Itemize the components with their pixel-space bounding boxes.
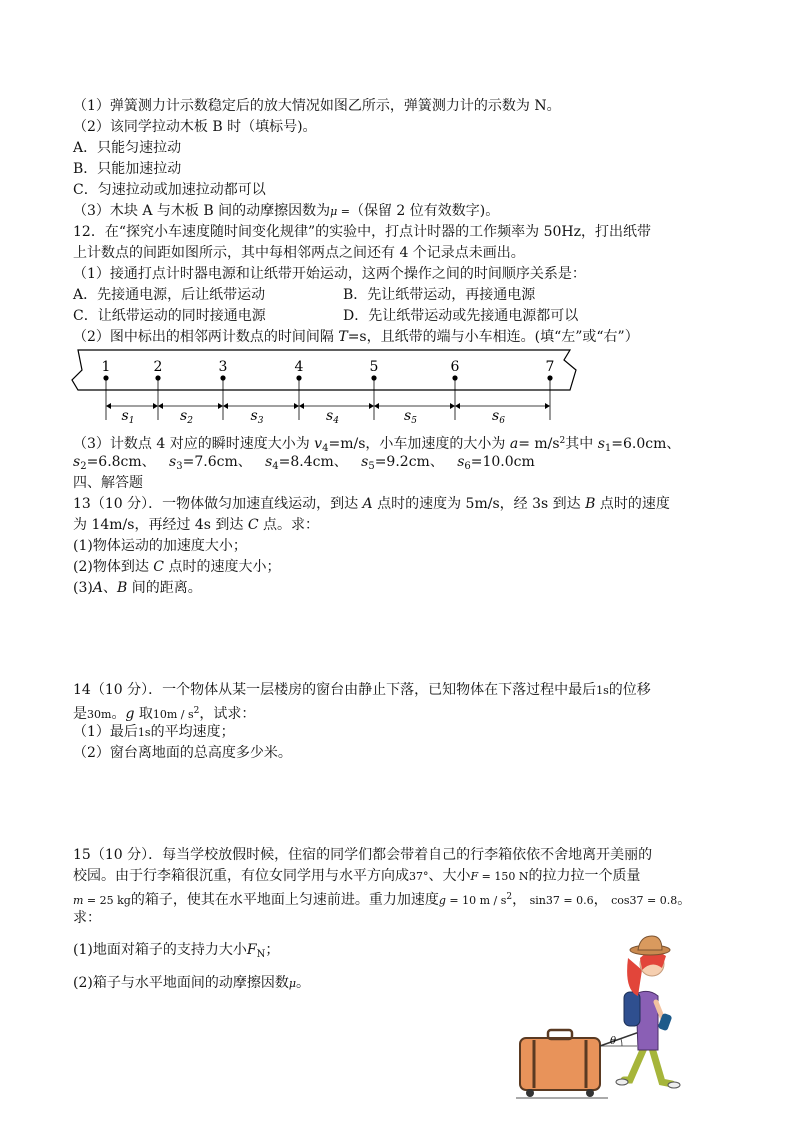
q11-part2: （2）该同学拉动木板 B 时（填标号)。	[73, 119, 317, 135]
interval-label-s4: $s_4$	[326, 408, 339, 426]
q15-g: g	[438, 894, 446, 907]
q12-part3-text: （3）计数点 4 对应的瞬时速度大小为	[73, 436, 315, 452]
q14-1s: 1s	[596, 684, 609, 697]
var-s2: s	[73, 454, 81, 470]
q13-text-e: 点。求：	[258, 517, 320, 533]
interval-arrow	[374, 403, 379, 409]
q15-text-d: 的箱子，使其在水平地面上匀速前进。重力加速度	[130, 892, 439, 908]
q15-p1-b: ；	[265, 942, 280, 958]
q12-part2-tail: =s，且纸带的端与小车相连。(填“左”或“右”）	[347, 329, 639, 345]
q15-p1-a: (1)地面对箱子的支持力大小	[73, 942, 247, 958]
var-s4-sub: 4	[272, 461, 279, 472]
q15-text-f: ，	[593, 892, 608, 908]
s2-value: =6.8cm、	[86, 454, 156, 470]
q11-part3-text: （3）木块 A 与木板 B 间的动摩擦因数为	[73, 203, 331, 219]
q13-p3-a: (3)	[73, 580, 93, 596]
interval-arrow	[545, 403, 550, 409]
q13-text-d: 为 14m/s，再经过 4s 到达	[73, 517, 248, 533]
q12-part3-unit: = m/s	[518, 436, 560, 452]
interval-arrow	[294, 403, 299, 409]
q13-part3	[73, 578, 202, 598]
tape-point-1	[103, 375, 108, 380]
q11-part3	[73, 201, 499, 222]
q14-text-f: ，试求：	[199, 706, 256, 722]
interval-label-s5: $s_5$	[404, 408, 417, 426]
var-v: v	[314, 436, 323, 452]
q14-text-e: 取	[134, 706, 153, 722]
paper-tape-figure	[70, 346, 580, 426]
q12-part2-text: （2）图中标出的相邻两计数点的时间间隔	[73, 329, 339, 345]
tape-point-5	[371, 375, 376, 380]
q13-p2-b: 点时的速度大小；	[164, 559, 281, 575]
q12-line1: 12．在“探究小车速度随时间变化规律”的实验中，打点计时器的工作频率为 50Hz，打出纸带	[73, 224, 651, 240]
q14-p1-a: （1）最后	[73, 724, 138, 740]
q11-option-a: A．只能匀速拉动	[73, 140, 182, 156]
q12-line2: 上计数点的间距如图所示，其中每相邻两点之间还有 4 个记录点未画出。	[73, 245, 525, 261]
var-s5-sub: 5	[368, 461, 375, 472]
interval-arrow	[223, 403, 228, 409]
q15-line1: 15（10 分）．每当学校放假时候，住宿的同学们都会带着自己的行李箱依依不舍地离开美丽的	[73, 847, 653, 863]
tape-points	[102, 359, 555, 381]
tape-point-6	[452, 375, 457, 380]
q15-line2	[73, 866, 640, 887]
q14-gsup: 2	[193, 706, 200, 716]
var-s5: s	[361, 454, 369, 470]
q14-text-c: 是	[73, 706, 87, 722]
q11-option-b: B．只能加速拉动	[73, 161, 182, 177]
q15-text-b: 、大小	[428, 868, 471, 884]
q14-p1-b: 的平均速度；	[150, 724, 235, 740]
s5-value: =9.2cm、	[374, 454, 444, 470]
angle-theta-label: θ	[610, 1036, 617, 1047]
var-s1: s	[597, 436, 605, 452]
q15-sin: sin37 = 0.6	[526, 894, 594, 907]
q14-text-a: 14（10 分）．一个物体从某一层楼房的窗台由静止下落，已知物体在下落过程中最后	[73, 682, 597, 698]
q11-part3-tail: （保留 2 位有效数字)。	[349, 203, 500, 219]
q15-part2	[73, 973, 310, 994]
q15-F: F	[470, 870, 479, 883]
q15-p2-a: (2)箱子与水平地面间的动摩擦因数	[73, 975, 289, 991]
q12-part3-sup: 2	[559, 436, 566, 446]
tape-point-2	[155, 375, 160, 380]
q15-mval: = 25 kg	[83, 894, 131, 907]
tape-point-label-2: 2	[153, 359, 163, 375]
q12-option-a: A．先接通电源，后让纸带运动	[73, 287, 266, 303]
interval-arrow	[158, 403, 163, 409]
tape-point-label-1: 1	[101, 359, 111, 375]
tape-intervals	[106, 380, 550, 426]
q14-part2: （2）窗台离地面的总高度多少米。	[73, 745, 292, 761]
q13-line1	[73, 494, 670, 514]
interval-arrow	[218, 403, 223, 409]
var-v-sub: 4	[322, 443, 329, 454]
var-s3: s	[169, 454, 177, 470]
var-s2-sub: 2	[80, 461, 87, 472]
var-s4: s	[265, 454, 273, 470]
q13-text-b: 点时的速度为 5m/s，经 3s 到达	[372, 496, 586, 512]
tape-point-3	[220, 375, 225, 380]
q15-FN: F	[246, 942, 257, 958]
q15-angle: 37°	[409, 870, 429, 883]
tape-point-label-4: 4	[294, 359, 304, 375]
s3-value: =7.6cm、	[182, 454, 252, 470]
interval-label-s2: $s_2$	[180, 408, 193, 426]
q13-p3-A: A	[92, 580, 103, 596]
q14-line1	[73, 680, 651, 701]
q15-text-g: 。	[677, 892, 692, 908]
q15-gsup: 2	[506, 892, 513, 902]
tape-point-7	[547, 375, 552, 380]
point-B: B	[585, 496, 596, 512]
interval-label-s6: $s_6$	[492, 408, 505, 426]
interval-arrow	[450, 403, 455, 409]
s6-value: =10.0cm	[470, 454, 535, 470]
q15-mu: μ	[288, 977, 296, 990]
interval-arrow	[369, 403, 374, 409]
q15-m: m	[73, 894, 84, 907]
q14-p1-s: 1s	[137, 726, 151, 739]
var-s6-sub: 6	[464, 461, 471, 472]
q15-text-c: 的拉力拉一个质量	[528, 868, 641, 884]
q12-part3-where: 其中	[565, 436, 598, 452]
var-s6: s	[457, 454, 465, 470]
tape-point-label-3: 3	[218, 359, 228, 375]
var-a: a	[509, 436, 519, 452]
q15-text-a: 校园。由于行李箱很沉重，有位女同学用与水平方向成	[73, 868, 409, 884]
q13-text-a: 13（10 分）．一物体做匀加速直线运动，到达	[73, 496, 363, 512]
point-A: A	[362, 496, 373, 512]
q12-option-b: B．先让纸带运动，再接通电源	[343, 287, 536, 303]
q15-line4: 求：	[73, 910, 101, 926]
interval-label-s3: $s_3$	[250, 408, 264, 426]
q12-part2	[73, 327, 639, 347]
q15-part1	[73, 940, 279, 965]
interval-label-s1: $s_1$	[121, 408, 135, 426]
q13-p3-sep: 、	[102, 580, 117, 596]
q14-gval: 10m / s	[152, 708, 194, 721]
var-T: T	[338, 329, 348, 345]
q13-text-c: 点时的速度	[595, 496, 670, 512]
s1-value: =6.0cm、	[611, 436, 681, 452]
q13-line2	[73, 515, 319, 535]
interval-arrow	[153, 403, 158, 409]
q13-part1: (1)物体运动的加速度大小；	[73, 538, 247, 554]
var-s1-sub: 1	[604, 443, 612, 454]
q11-part1: （1）弹簧测力计示数稳定后的放大情况如图乙所示，弹簧测力计的示数为 N。	[73, 98, 561, 114]
q15-p2-b: 。	[296, 975, 310, 991]
q15-text-e: ，	[512, 892, 527, 908]
var-s3-sub: 3	[176, 461, 183, 472]
interval-arrow	[106, 403, 111, 409]
interval-arrow	[299, 403, 304, 409]
q14-text-d: 。	[111, 706, 126, 722]
tape-point-label-5: 5	[369, 359, 379, 375]
tape-point-4	[296, 375, 301, 380]
q15-cos: cos37 = 0.8	[607, 894, 678, 907]
q15-line3	[73, 887, 691, 911]
q14-part1	[73, 722, 235, 743]
section-heading: 四、解答题	[73, 475, 143, 491]
q12-option-c: C．让纸带运动的同时接通电源	[73, 308, 266, 324]
q12-part3-mid: =m/s，小车加速度的大小为	[328, 436, 510, 452]
q11-option-c: C．匀速拉动或加速拉动都可以	[73, 182, 266, 198]
q12-option-d: D．先让纸带运动或先接通电源都可以	[343, 308, 579, 324]
q15-Fval: = 150 N	[478, 870, 529, 883]
q13-p3-B: B	[116, 580, 128, 596]
q13-part2	[73, 557, 280, 577]
girl-pulling-suitcase-illustration	[512, 930, 702, 1100]
suitcase	[520, 1038, 600, 1090]
q15-FN-sub: N	[256, 949, 266, 960]
q15-gval: = 10 m / s	[445, 894, 507, 907]
point-C: C	[247, 517, 259, 533]
q14-text-b: 的位移	[608, 682, 651, 698]
tape-point-label-7: 7	[545, 359, 555, 375]
q14-g: g	[125, 706, 135, 722]
q13-p3-b: 间的距离。	[127, 580, 202, 596]
q12-part1: （1）接通打点计时器电源和让纸带开始运动，这两个操作之间的时间顺序关系是：	[73, 266, 586, 282]
tape-point-label-6: 6	[450, 359, 460, 375]
q13-p2-a: (2)物体到达	[73, 559, 154, 575]
interval-arrow	[455, 403, 460, 409]
s4-value: =8.4cm、	[278, 454, 348, 470]
q13-p2-C: C	[153, 559, 164, 575]
q14-30m: 30m	[87, 708, 112, 721]
mu-formula: μ =	[330, 205, 350, 218]
